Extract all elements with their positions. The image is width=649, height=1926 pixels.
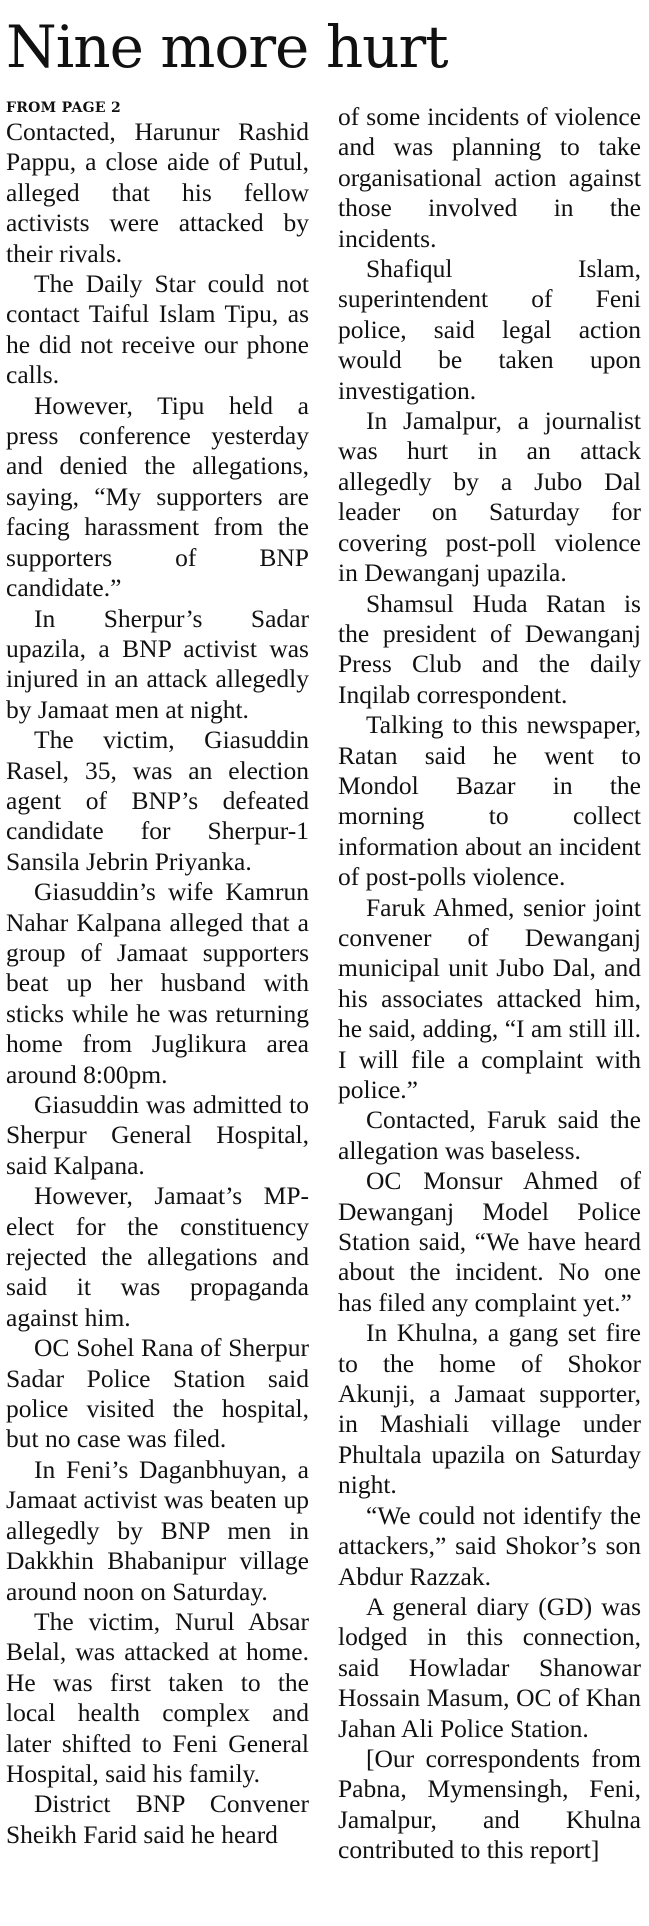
- paragraph: Contacted, Harunur Rashid Pappu, a close aide of Putul, alleged that his fellow activists were attacked by their rivals.: [6, 117, 309, 268]
- article-column-right: [338, 102, 641, 1866]
- paragraph: The victim, Giasuddin Rasel, 35, was an election agent of BNP’s defeated candidate for Sherpur-1 Sansila Jebrin Priyanka.: [6, 725, 309, 876]
- paragraph: Talking to this newspaper, Ratan said he went to Mondol Bazar in the morning to collect information about an incident of post-polls violence.: [338, 710, 641, 892]
- paragraph: of some incidents of violence and was planning to take organisational action against those involved in the incidents.: [338, 102, 641, 253]
- paragraph: Faruk Ahmed, senior joint convener of Dewanganj municipal unit Jubo Dal, and his associates attacked him, he said, adding, “I am still ill. I will file a complaint with police.”: [338, 892, 641, 1104]
- paragraph: [Our correspondents from Pabna, Mymensingh, Feni, Jamalpur, and Khulna contributed to this report]: [338, 1743, 641, 1865]
- paragraph: Shamsul Huda Ratan is the president of Dewanganj Press Club and the daily Inqilab correspondent.: [338, 588, 641, 709]
- article-column-left: [6, 99, 309, 1850]
- paragraph: Giasuddin was admitted to Sherpur General Hospital, said Kalpana.: [6, 1090, 309, 1180]
- paragraph: Giasuddin’s wife Kamrun Nahar Kalpana alleged that a group of Jamaat supporters beat up her husband with sticks while he was returning home from Juglikura area around 8:00pm.: [6, 877, 309, 1089]
- paragraph: However, Jamaat’s MP-elect for the constituency rejected the allegations and said it was propaganda against him.: [6, 1181, 309, 1332]
- paragraph: “We could not identify the attackers,” said Shokor’s son Abdur Razzak.: [338, 1500, 641, 1591]
- paragraph: Contacted, Faruk said the allegation was baseless.: [338, 1105, 641, 1165]
- headline: Nine more hurt: [6, 13, 448, 81]
- paragraph: OC Sohel Rana of Sherpur Sadar Police Station said police visited the hospital, but no case was filed.: [6, 1333, 309, 1454]
- paragraph: OC Monsur Ahmed of Dewanganj Model Police Station said, “We have heard about the incident. No one has filed any complaint yet.”: [338, 1166, 641, 1317]
- paragraph: In Jamalpur, a journalist was hurt in an attack allegedly by a Jubo Dal leader on Saturday for covering post-poll violence in Dewanganj upazila.: [338, 406, 641, 588]
- paragraph: Shafiqul Islam, superintendent of Feni police, said legal action would be taken upon investigation.: [338, 254, 641, 405]
- paragraph: The Daily Star could not contact Taiful Islam Tipu, as he did not receive our phone calls.: [6, 269, 309, 390]
- paragraph: In Feni’s Daganbhuyan, a Jamaat activist was beaten up allegedly by BNP men in Dakkhin Bhabanipur village around noon on Saturday.: [6, 1454, 309, 1606]
- paragraph: District BNP Convener Sheikh Farid said he heard: [6, 1789, 309, 1849]
- paragraph: A general diary (GD) was lodged in this connection, said Howladar Shanowar Hossain Masum, OC of Khan Jahan Ali Police Station.: [338, 1591, 641, 1743]
- paragraph: In Khulna, a gang set fire to the home of Shokor Akunji, a Jamaat supporter, in Mashiali village under Phultala upazila on Saturday night.: [338, 1318, 641, 1500]
- paragraph: In Sherpur’s Sadar upazila, a BNP activist was injured in an attack allegedly by Jamaat men at night.: [6, 603, 309, 724]
- page-jump-kicker: FROM PAGE 2: [6, 100, 122, 116]
- paragraph: However, Tipu held a press conference yesterday and denied the allegations, saying, “My supporters are facing harassment from the supporters of BNP candidate.”: [6, 390, 309, 603]
- paragraph: The victim, Nurul Absar Belal, was attacked at home. He was first taken to the local health complex and later shifted to Feni General Hospital, said his family.: [6, 1606, 309, 1788]
